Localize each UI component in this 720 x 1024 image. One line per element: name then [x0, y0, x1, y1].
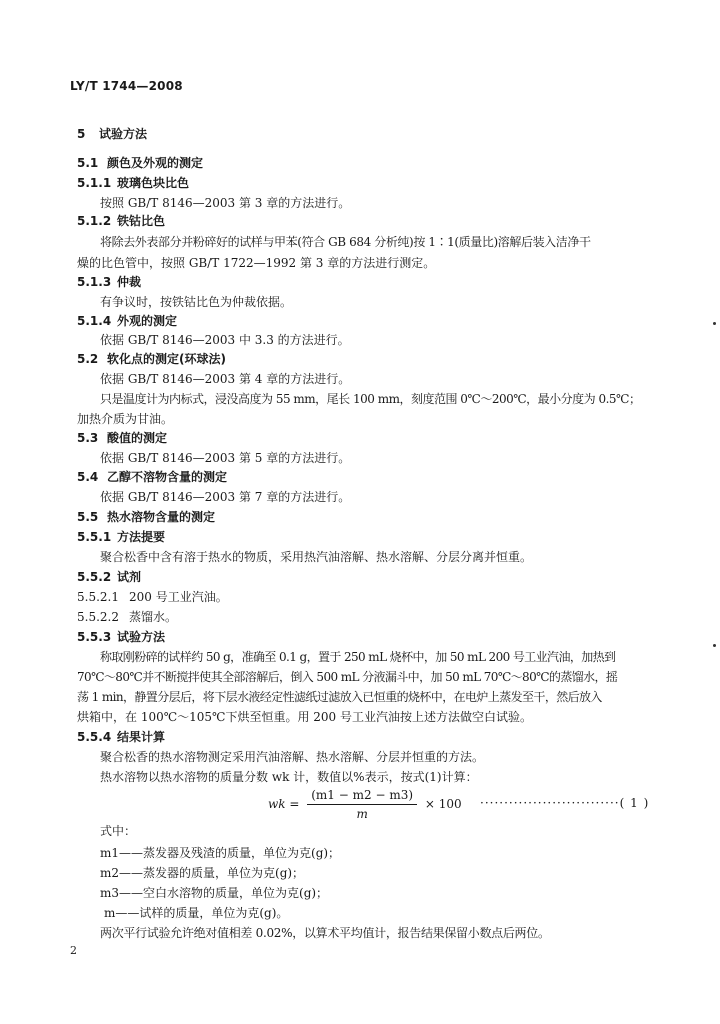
paragraph-5-1-1: 按照 GB/T 8146—2003 第 3 章的方法进行。 — [100, 196, 351, 210]
section-5-1-1-heading — [77, 176, 189, 190]
section-title: 仲裁 — [117, 275, 142, 289]
section-title: 酸值的测定 — [107, 431, 168, 445]
section-number: 5.5.1 — [77, 530, 112, 544]
section-title: 试剂 — [117, 570, 142, 584]
section-title: 试验方法 — [99, 127, 148, 141]
section-5-1-heading — [77, 156, 203, 170]
section-number: 5 — [77, 127, 86, 141]
section-number: 5.3 — [77, 431, 99, 445]
section-number: 5.1.4 — [77, 314, 112, 328]
paragraph-5-2-line-3: 加热介质为甘油。 — [77, 412, 174, 426]
paragraph-5-1-2-line-2: 燥的比色管中，按照 GB/T 1722—1992 第 3 章的方法进行测定。 — [77, 256, 436, 270]
section-number: 5.5.4 — [77, 730, 112, 744]
section-title: 软化点的测定(环球法) — [107, 352, 226, 366]
section-title: 试验方法 — [117, 630, 166, 644]
section-number: 5.5.2 — [77, 570, 112, 584]
section-title: 方法提要 — [117, 530, 166, 544]
formula-fraction — [307, 788, 417, 821]
scan-speck — [713, 644, 716, 647]
formula-lhs: wk = — [268, 797, 300, 811]
equation-number: ·····························( 1 ) — [480, 796, 650, 810]
paragraph-5-2-line-2: 只是温度计为内标式，浸没高度为 55 mm，尾长 100 mm，刻度范围 0℃～200℃，最小分度为 0.5℃； — [100, 392, 641, 406]
section-5-5-2-1 — [77, 590, 228, 604]
paragraph-5-5-3-line-3: 荡 1 min，静置分层后，将下层水液经定性滤纸过滤放入已恒重的烧杯中，在电炉上蒸发至干，然后放入 — [77, 690, 602, 704]
section-number: 5.5.3 — [77, 630, 112, 644]
formula-denominator: m — [356, 807, 368, 821]
paragraph-5-5-4-line-2: 热水溶物以热水溶物的质量分数 wk 计，数值以%表示，按式(1)计算： — [100, 770, 478, 784]
section-5-5-heading — [77, 510, 215, 524]
standard-code-header: LY/T 1744—2008 — [70, 79, 183, 93]
formula-1 — [268, 788, 462, 821]
section-5-5-4-heading — [77, 730, 165, 744]
formula-rhs: × 100 — [424, 797, 462, 811]
paragraph-5-5-3-line-4: 烘箱中，在 100℃～105℃下烘至恒重。用 200 号工业汽油按上述方法做空白试验。 — [77, 710, 533, 724]
section-5-1-2-heading — [77, 214, 165, 228]
paragraph-5-4: 依据 GB/T 8146—2003 第 7 章的方法进行。 — [100, 490, 351, 504]
section-5-1-3-heading — [77, 275, 141, 289]
paragraph-5-3: 依据 GB/T 8146—2003 第 5 章的方法进行。 — [100, 451, 351, 465]
section-title: 结果计算 — [117, 730, 166, 744]
paragraph-5-5-4-line-1: 聚合松香的热水溶物测定采用汽油溶解、热水溶解、分层并恒重的方法。 — [100, 750, 485, 764]
where-label: 式中： — [100, 824, 137, 838]
section-title: 热水溶物含量的测定 — [107, 510, 216, 524]
variable-m2: m2——蒸发器的质量，单位为克(g)； — [100, 866, 305, 880]
section-5-1-4-heading — [77, 314, 177, 328]
section-5-4-heading — [77, 470, 227, 484]
page-number: 2 — [70, 944, 77, 957]
variable-m: m——试样的质量，单位为克(g)。 — [104, 906, 289, 920]
section-5-heading — [77, 127, 147, 141]
section-title: 铁钴比色 — [117, 214, 166, 228]
section-title: 外观的测定 — [117, 314, 178, 328]
paragraph-5-1-3: 有争议时，按铁钴比色为仲裁依据。 — [100, 295, 293, 309]
section-number: 5.5.2.1 — [77, 590, 119, 604]
section-number: 5.5.2.2 — [77, 610, 119, 624]
section-number: 5.1.3 — [77, 275, 112, 289]
paragraph-5-2-line-1: 依据 GB/T 8146—2003 第 4 章的方法进行。 — [100, 372, 351, 386]
section-number: 5.1.2 — [77, 214, 112, 228]
section-number: 5.1 — [77, 156, 99, 170]
section-5-5-3-heading — [77, 630, 165, 644]
paragraph-5-5-3-line-2: 70℃～80℃并不断搅拌使其全部溶解后，倒入 500 mL 分液漏斗中，加 50 mL 70℃～80℃的蒸馏水，摇 — [77, 670, 618, 684]
section-5-3-heading — [77, 431, 167, 445]
paragraph-5-5-1: 聚合松香中含有溶于热水的物质，采用热汽油溶解、热水溶解、分层分离并恒重。 — [100, 550, 533, 564]
section-title: 乙醇不溶物含量的测定 — [107, 470, 228, 484]
scan-speck — [713, 322, 716, 325]
section-5-5-2-2 — [77, 610, 177, 624]
final-statement: 两次平行试验允许绝对值相差 0.02%，以算术平均值计，报告结果保留小数点后两位。 — [100, 926, 550, 940]
section-title: 玻璃色块比色 — [117, 176, 190, 190]
section-number: 5.1.1 — [77, 176, 112, 190]
section-5-5-1-heading — [77, 530, 165, 544]
item-text: 蒸馏水。 — [129, 610, 178, 624]
paragraph-5-1-2-line-1: 将除去外表部分并粉碎好的试样与甲苯(符合 GB 684 分析纯)按 1∶1(质量比)溶解后装入洁净干 — [100, 235, 591, 249]
section-number: 5.4 — [77, 470, 99, 484]
item-text: 200 号工业汽油。 — [129, 590, 228, 604]
section-number: 5.5 — [77, 510, 99, 524]
variable-m3: m3——空白水溶物的质量，单位为克(g)； — [100, 886, 329, 900]
variable-m1: m1——蒸发器及残渣的质量，单位为克(g)； — [100, 846, 341, 860]
section-number: 5.2 — [77, 352, 99, 366]
section-5-2-heading — [77, 352, 226, 366]
formula-numerator: (m1 − m2 − m3) — [307, 788, 417, 805]
paragraph-5-5-3-line-1: 称取刚粉碎的试样约 50 g，准确至 0.1 g，置于 250 mL 烧杯中，加 50 mL 200 号工业汽油，加热到 — [100, 650, 616, 664]
section-5-5-2-heading — [77, 570, 141, 584]
paragraph-5-1-4: 依据 GB/T 8146—2003 中 3.3 的方法进行。 — [100, 333, 350, 347]
section-title: 颜色及外观的测定 — [107, 156, 204, 170]
